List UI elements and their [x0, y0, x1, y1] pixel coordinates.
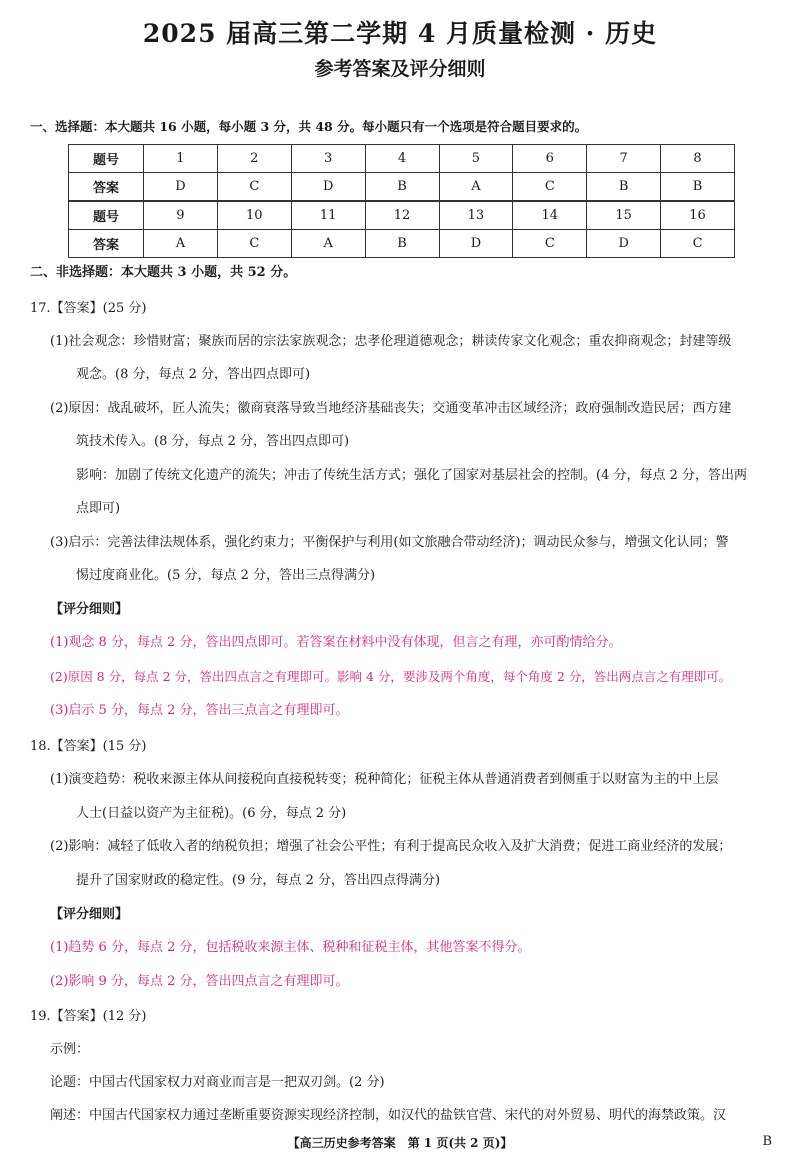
q17-rubric-title: 【评分细则】	[50, 602, 129, 617]
q18-rubric-2: (2)影响 9 分，每点 2 分，答出四点言之有理即可。	[50, 974, 349, 989]
q17-part2-line2: 筑技术传入。(8 分，每点 2 分，答出四点即可)	[76, 434, 350, 449]
q17-part2-line4: 点即可)	[76, 501, 121, 516]
q18-part1-line2: 人士(日益以资产为主征税)。(6 分，每点 2 分)	[76, 806, 347, 821]
answer-table-2	[68, 201, 735, 258]
answer-cell: D	[587, 230, 661, 258]
page-subtitle: 参考答案及评分细则	[314, 58, 486, 80]
q17-part3-line2: 惕过度商业化。(5 分，每点 2 分，答出三点得满分)	[76, 568, 376, 583]
answer-cell: C	[513, 173, 587, 201]
answer-cell: B	[587, 173, 661, 201]
q19-example: 示例：	[50, 1042, 90, 1057]
question-number: 9	[144, 202, 218, 230]
answer-cell: B	[365, 173, 439, 201]
q18-part2-line2: 提升了国家财政的稳定性。(9 分，每点 2 分，答出四点得满分)	[76, 873, 441, 888]
q17-part2-line3: 影响：加剧了传统文化遗产的流失；冲击了传统生活方式；强化了国家对基层社会的控制。(4 分，每点 2 分，答出两	[76, 468, 748, 483]
answer-cell: A	[291, 230, 365, 258]
question-number: 7	[587, 145, 661, 173]
table-row	[69, 202, 735, 230]
question-number: 1	[144, 145, 218, 173]
question-number: 2	[217, 145, 291, 173]
question-number: 6	[513, 145, 587, 173]
q18-part1-line1: (1)演变趋势：税收来源主体从间接税向直接税转变；税种简化；征税主体从普通消费者到侧重于以财富为主的中上层	[50, 772, 719, 787]
answer-cell: D	[144, 173, 218, 201]
row-label-answer: 答案	[69, 173, 144, 201]
answer-cell: D	[439, 230, 513, 258]
question-number: 3	[291, 145, 365, 173]
section1-heading: 一、选择题：本大题共 16 小题，每小题 3 分，共 48 分。每小题只有一个选项是符合题目要求的。	[30, 119, 588, 134]
answer-cell: A	[144, 230, 218, 258]
page-footer: 【高三历史参考答案 第 1 页(共 2 页)】	[287, 1136, 513, 1150]
table-row	[69, 145, 735, 173]
q19-label: 19.【答案】(12 分)	[30, 1009, 147, 1024]
q18-rubric-title: 【评分细则】	[50, 907, 129, 922]
answer-table-1	[68, 144, 735, 201]
q17-part3-line1: (3)启示：完善法律法规体系，强化约束力；平衡保护与利用(如文旅融合带动经济)；调动民众参与，增强文化认同；警	[50, 535, 729, 550]
answer-cell: B	[661, 173, 735, 201]
page-title: 2025 届高三第二学期 4 月质量检测 · 历史	[142, 19, 658, 48]
question-number: 11	[291, 202, 365, 230]
question-number: 16	[661, 202, 735, 230]
answer-cell: A	[439, 173, 513, 201]
q19-argument: 阐述：中国古代国家权力通过垄断重要资源实现经济控制，如汉代的盐铁官营、宋代的对外贸易、明代的海禁政策。汉	[50, 1108, 727, 1123]
table-row	[69, 173, 735, 201]
question-number: 10	[217, 202, 291, 230]
q17-rubric-2: (2)原因 8 分，每点 2 分，答出四点言之有理即可。影响 4 分，要涉及两个角度，每个角度 2 分，答出两点言之有理即可。	[50, 669, 732, 684]
q18-part2-line1: (2)影响：减轻了低收入者的纳税负担；增强了社会公平性；有利于提高民众收入及扩大消费；促进工商业经济的发展；	[50, 839, 732, 854]
question-number: 5	[439, 145, 513, 173]
section2-heading: 二、非选择题：本大题共 3 小题，共 52 分。	[30, 265, 297, 280]
q18-rubric-1: (1)趋势 6 分，每点 2 分，包括税收来源主体、税种和征税主体，其他答案不得分。	[50, 940, 531, 955]
q17-rubric-3: (3)启示 5 分，每点 2 分，答出三点言之有理即可。	[50, 703, 349, 718]
question-number: 15	[587, 202, 661, 230]
q17-rubric-1: (1)观念 8 分，每点 2 分，答出四点即可。若答案在材料中没有体现，但言之有理，亦可酌情给分。	[50, 635, 622, 650]
q17-part1-line2: 观念。(8 分，每点 2 分，答出四点即可)	[76, 367, 311, 382]
q17-label: 17.【答案】(25 分)	[30, 301, 147, 316]
answer-cell: C	[217, 173, 291, 201]
q18-label: 18.【答案】(15 分)	[30, 739, 147, 754]
q17-part1-line1: (1)社会观念：珍惜财富；聚族而居的宗法家族观念；忠孝伦理道德观念；耕读传家文化观念；重农抑商观念；封建等级	[50, 334, 732, 349]
question-number: 13	[439, 202, 513, 230]
question-number: 4	[365, 145, 439, 173]
answer-cell: C	[661, 230, 735, 258]
question-number: 14	[513, 202, 587, 230]
answer-cell: C	[513, 230, 587, 258]
version-mark: B	[762, 1134, 772, 1149]
answer-cell: B	[365, 230, 439, 258]
table-row	[69, 230, 735, 258]
question-number: 12	[365, 202, 439, 230]
q19-thesis: 论题：中国古代国家权力对商业而言是一把双刃剑。(2 分)	[50, 1075, 385, 1090]
q17-part2-line1: (2)原因：战乱破坏，匠人流失；徽商衰落导致当地经济基础丧失；交通变革冲击区域经济；政府强制改造民居；西方建	[50, 401, 732, 416]
question-number: 8	[661, 145, 735, 173]
row-label-number: 题号	[69, 145, 144, 173]
row-label-answer: 答案	[69, 230, 144, 258]
answer-cell: C	[217, 230, 291, 258]
row-label-number: 题号	[69, 202, 144, 230]
answer-cell: D	[291, 173, 365, 201]
